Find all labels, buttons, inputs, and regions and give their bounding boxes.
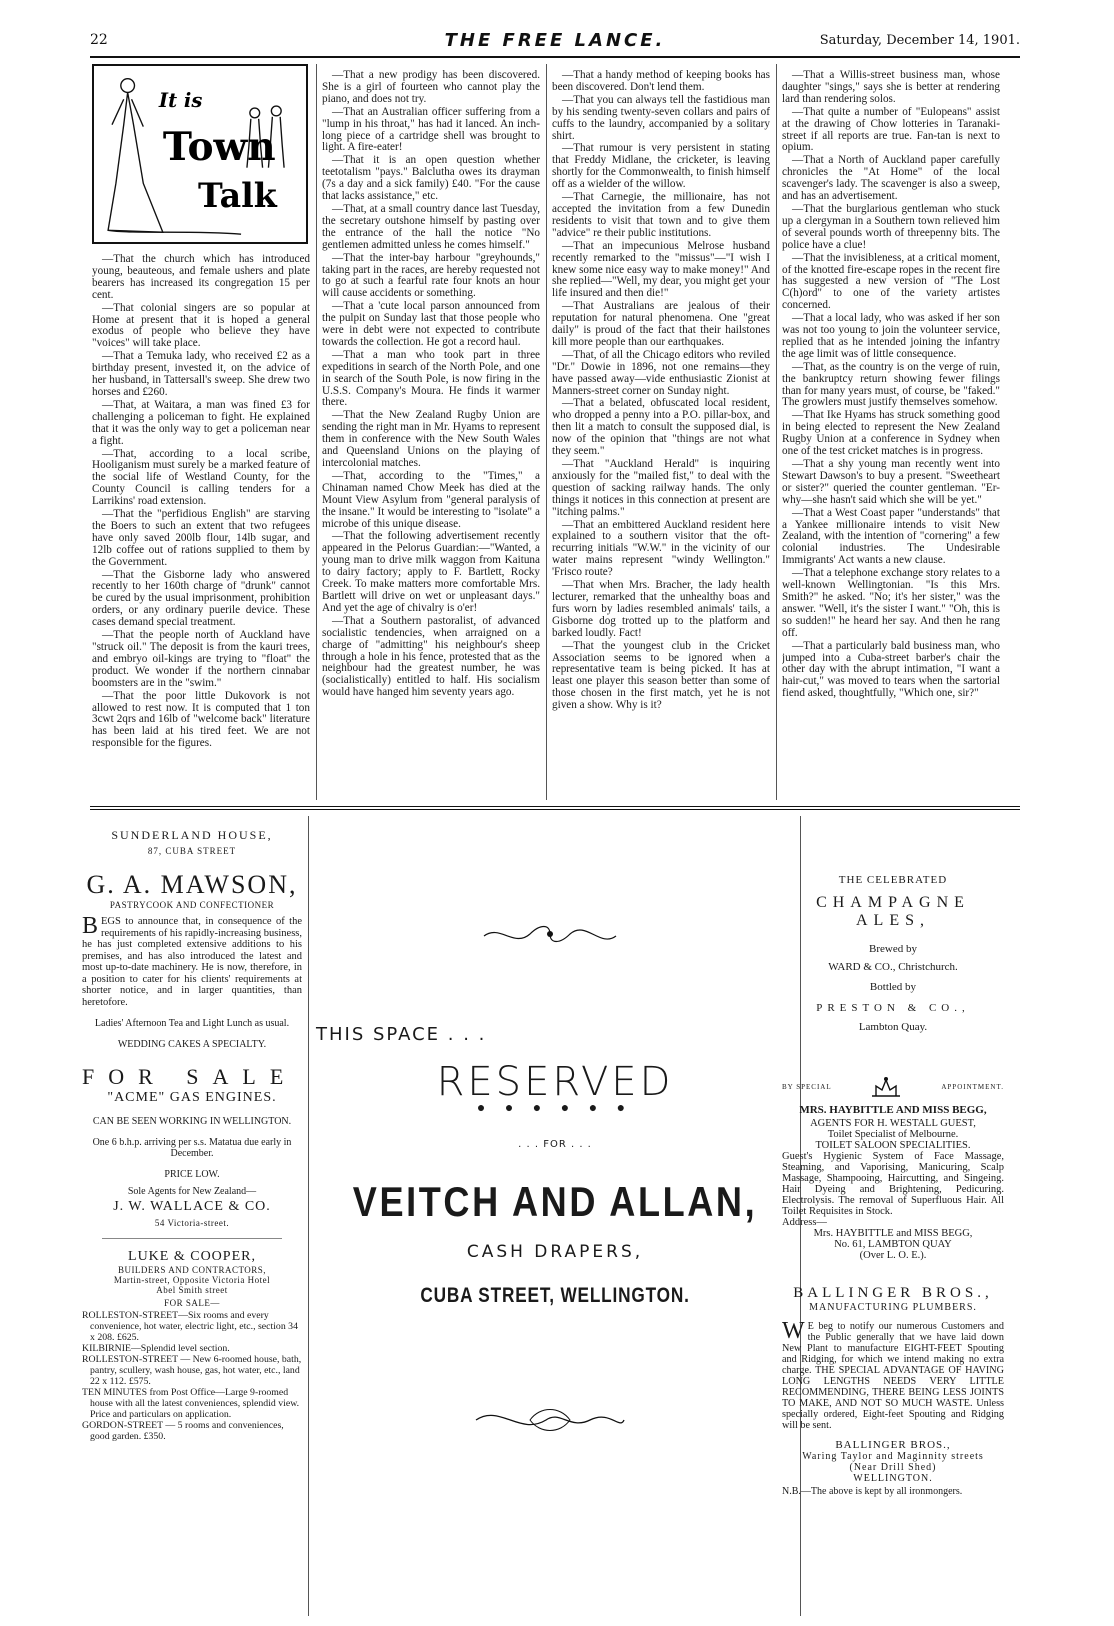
paragraph: —That a man who took part in three expeditions in search of the North Pole, and one in search of the South Pole, is now firing in the U.S.S. Company's Moura. He finds it warmer there. <box>322 348 540 409</box>
appointment-line <box>782 1074 1004 1100</box>
gas-seen: CAN BE SEEN WORKING IN WELLINGTON. <box>92 1116 292 1127</box>
paragraph: —That the people north of Auckland have "struck oil." The deposit is from the kauri trees, and embryo oil-kings are trying to "float" the product. We wonder if the northern cinnabar boomsters are in the "swim." <box>92 629 310 689</box>
listing-item: ROLLESTON-STREET—Six rooms and every convenience, hot water, electric light, etc., section 34 x 208. £625. <box>82 1310 298 1343</box>
paragraph: —That a Southern pastoralist, of advanced socialistic tendencies, when arraigned on a charge of "admitting" his neighbour's sheep through a hole in his fence, protested that as the neighbour had the greatest number, he was (socialistically) entitled to half. His socialism would have hanged him seventy years ago. <box>322 614 540 699</box>
paragraph: —That the burglarious gentleman who stuck up a clergyman in a Southern town relieved him of several pounds worth of threepenny bits. The police have a clue! <box>782 202 1000 251</box>
veitch-allan-advertisement <box>316 930 794 1308</box>
listing-item: TEN MINUTES from Post Office—Large 9-roomed house with all the latest conveniences, splendid view. Price and particulars on application. <box>82 1387 300 1420</box>
column-4 <box>782 70 1000 796</box>
ballinger-body: WE beg to notify our numerous Customers and the Public generally that we have laid down New Plant to manufacture EIGHT-FEET Spouting and Ridging, for which we intend making no extra charge. THE SPECIAL ADVANTAGE OF HAVING LONG LENGTHS NEEDS VERY LITTLE RECOMMENDING, THERE BEING LESS JOINTS TO MAKE, AND NOT SO MUCH WASTE. Unless specially ordered, Eight-feet Spouting and Ridging will be sent. <box>782 1318 1004 1431</box>
firm-name: VEITCH AND ALLAN, <box>352 1178 758 1225</box>
ballinger-address-2: (Near Drill Shed) <box>849 1462 937 1473</box>
paragraph: —That a North of Auckland paper carefully chronicles the "At Home" of the local scavenger's lady. The scavenger is also a sweep, and has an advertisement. <box>782 154 1000 203</box>
ad-separator <box>102 1238 282 1239</box>
bottom-flourish-ornament <box>470 1400 630 1440</box>
column-2 <box>322 70 540 796</box>
paragraph: —That quite a number of "Eulopeans" assist at the drawing of Chow lotteries in Taranaki-street if all reports are true. Fan-tan is next to opium. <box>782 105 1000 154</box>
logo-line-2: Town <box>162 123 276 170</box>
paragraph: —That Australians are jealous of their reputation for natural phenomena. One "great daily" is proud of the fact that their hailstones kill more people than our earthquakes. <box>552 300 770 348</box>
paragraph: —That the inter-bay harbour "greyhounds," taking part in the races, are hereby requested not to go at such a fearful rate four knots an hour will cause accidents or something. <box>322 251 540 300</box>
firm-trade: CASH DRAPERS, <box>466 1242 644 1262</box>
column-divider <box>776 64 777 800</box>
listing-item: ROLLESTON-STREET — New 6-roomed house, bath, pantry, scullery, wash house, gas, hot water, etc., land 22 x 112. £575. <box>82 1354 302 1387</box>
haybittle-agents: AGENTS FOR H. WESTALL GUEST, <box>810 1118 976 1129</box>
paragraph: —That the Gisborne lady who answered recently to her 160th charge of "drunk" cannot be cured by the usual imprisonment, prohibition orders, or any ordinary puerile device. These cases demand special treatment. <box>92 568 310 629</box>
paragraph: —That a belated, obfuscated local resident, who dropped a penny into a P.O. pillar-box, and then lit a match to consult the supposed dial, is now of the opinion that "things are not what they seem." <box>552 397 770 458</box>
paragraph: —That the New Zealand Rugby Union are sending the right man in Mr. Hyams to represent them in conference with the New South Wales and Queensland Unions on the playing of intercolonial matches. <box>322 409 540 469</box>
paragraph: —That a Willis-street business man, whose daughter "sings," says she is better at rendering lard than rendering solos. <box>782 70 1000 105</box>
paragraph: —That the poor little Dukovork is not allowed to rest now. It is computed that 1 ton 3cwt 2qrs and 16lb of "welcome back" literature has been laid at his tired feet. We are not responsible for the figures. <box>92 689 310 750</box>
page-number: 22 <box>90 32 108 48</box>
haybittle-address-3: (Over L. O. E.). <box>859 1250 927 1261</box>
paragraph: —That the invisibleness, at a critical moment, of the knotted fire-escape ropes in the recent fire has suggested a new version of "The Lost C(h)ord" to one of the variety artistes concerned. <box>782 251 1000 312</box>
logo-line-3: Talk <box>198 175 277 215</box>
champagne-title: CHAMPAGNE ALES, <box>816 894 970 929</box>
paragraph: —That the following advertisement recently appeared in the Pelorus Guardian:—"Wanted, a young man to drive milk waggon from Kaituna to dairy factory; apply to F. Bartlett, Rocky Creek. To make matters more comfortable Mrs. Bartlett will drive on wet or unpleasant days." And yet the age of chivalry is o'er! <box>322 530 540 614</box>
gas-title: "ACME" GAS ENGINES. <box>107 1090 277 1105</box>
paragraph: —That an Australian officer suffering from a "lump in his throat," has had it lanced. An inch-long piece of a cartridge shell was brought to light. A fire-eater! <box>322 105 540 154</box>
haybittle-body: Guest's Hygienic System of Face Massage, Steaming, and Vaporising, Manicuring, Scalp Massage, Shampooing, Haircutting, and Singeing. Hair Dyeing and Brightening, Pedicuring. Electrolysis. The removal of Superfluous Hair. All Toilet Requisites in Stock. <box>782 1151 1004 1217</box>
luke-trade: BUILDERS AND CONTRACTORS, <box>117 1265 267 1275</box>
haybittle-address-2: No. 61, LAMBTON QUAY <box>834 1239 952 1250</box>
paragraph: —That the church which has introduced young, beauteous, and female ushers and plate bearers has increased its congregation 15 per cent. <box>92 254 310 301</box>
paragraph: —That, according to the "Times," a Chinaman named Chow Meek has died at the Mount View Asylum from "general paralysis of the insane." It would be interesting to "isolate" a microbe of this unique disease. <box>322 469 540 530</box>
paragraph: —That you can always tell the fastidious man by his sending twenty-seven collars and pairs of cuffs to the laundry, accompanied by a solitary shirt. <box>552 93 770 142</box>
champagne-bottled: Bottled by <box>869 981 917 993</box>
gas-for-sale: FOR SALE <box>82 1064 298 1089</box>
ballinger-address-1: Waring Taylor and Maginnity streets <box>802 1451 984 1462</box>
appointment: APPOINTMENT. <box>941 1083 1004 1091</box>
luke-listings <box>82 1310 302 1442</box>
mawson-lunch: Ladies' Afternoon Tea and Light Lunch as usual. <box>94 1018 290 1029</box>
champagne-brewed: Brewed by <box>869 943 917 955</box>
paragraph: —That a shy young man recently went into Stewart Dawson's to buy a present. "Sweetheart or sister?" queried the counter gentleman. "Er-why—she hasn't said which she will be yet." <box>782 458 1000 506</box>
paragraph: —That "Auckland Herald" is inquiring anxiously for the "mailed fist," to deal with the question of sacking railway hands. The only things it notices in this connection at present are "itching palms." <box>552 458 770 518</box>
mawson-body: BEGS to announce that, in consequence of the requirements of his rapidly-increasing business, he has just completed extensive additions to his premises, and has also introduced the latest and most up-to-date machinery. He is now, therefore, in a position to cater for his clients' requirements at shorter notice, and in larger quantities, than heretofore. <box>82 913 302 1008</box>
champagne-quay: Lambton Quay. <box>858 1021 928 1033</box>
ballinger-city: WELLINGTON. <box>853 1473 933 1484</box>
paragraph: —That, at a small country dance last Tuesday, the secretary outshone himself by pasting over the entrance of the hall the notice "No gentlemen admitted unless he comes himself." <box>322 202 540 251</box>
gas-firm: J. W. WALLACE & CO. <box>113 1199 271 1214</box>
champagne-brewer: WARD & CO., Christchurch. <box>828 961 958 973</box>
masthead <box>90 30 1020 54</box>
luke-for-sale: FOR SALE— <box>164 1298 220 1308</box>
mawson-street: 87, CUBA STREET <box>147 846 237 856</box>
ballinger-trade: MANUFACTURING PLUMBERS. <box>809 1302 977 1313</box>
luke-name: LUKE & COOPER, <box>128 1249 256 1264</box>
paragraph: —That a West Coast paper "understands" that a Yankee millionaire intends to visit New Zealand, with the intention of "cornering" a few colonial industries. The Undesirable Immigrants' Act wants a new clause. <box>782 506 1000 567</box>
column-3 <box>552 70 770 796</box>
paragraph: —That a Temuka lady, who received £2 as a birthday present, invested it, on the advice of her husband, in Tattersall's sweep. She drew two horses and £260. <box>92 350 310 398</box>
section-rule <box>90 806 1020 807</box>
right-advertisements <box>782 874 1004 1497</box>
paragraph: —That Carnegie, the millionaire, has not accepted the invitation from a few Dunedin residents to visit that town and to give them "advice" re their public institutions. <box>552 191 770 239</box>
haybittle-name: MRS. HAYBITTLE AND MISS BEGG, <box>799 1104 987 1116</box>
for-line: . . . FOR . . . <box>518 1139 592 1150</box>
haybittle-specialist: Toilet Specialist of Melbourne. <box>827 1129 959 1140</box>
paragraph: —That, according to a local scribe, Hooliganism must surely be a marked feature of the social life of Westland County, for the County Council is calling tenders for a Larrikins' road extension. <box>92 447 310 508</box>
luke-address-2: Abel Smith street <box>156 1285 228 1295</box>
ad-divider <box>308 816 309 1616</box>
reserved-heading: RESERVED <box>436 1059 674 1105</box>
mawson-trade: PASTRYCOOK AND CONFECTIONER <box>109 900 275 910</box>
masthead-rule <box>90 56 1020 58</box>
ballinger-sign: BALLINGER BROS., <box>835 1439 951 1451</box>
paragraph: —That the youngest club in the Cricket Association seems to be ignored when a representative team is being picked. It has at least one player this season better than some of those chosen in the first match, yet he is not given a show. Why is it? <box>552 639 770 712</box>
haybittle-address-label: Address— <box>782 1217 827 1228</box>
ballinger-name: BALLINGER BROS., <box>793 1285 993 1301</box>
paragraph: —That rumour is very persistent in stating that Freddy Midlane, the cricketer, is leaving shortly for the Commonwealth, to finish himself off as a wielder of the willow. <box>552 142 770 191</box>
paragraph: —That, as the country is on the verge of ruin, the bankruptcy return showing fewer filings than for many years must, of course, be "faked." The growlers must justify themselves somehow. <box>782 360 1000 409</box>
section-rule <box>90 809 1020 810</box>
firm-street: CUBA STREET, WELLINGTON. <box>420 1284 690 1307</box>
paragraph: —That, at Waitara, a man was fined £3 for challenging a policeman to fight. He explained that it was the only way to get a policeman near a fight. <box>92 398 310 447</box>
gas-price: PRICE LOW. <box>164 1169 220 1180</box>
mawson-advertisement <box>82 828 302 1442</box>
mawson-house: SUNDERLAND HOUSE, <box>111 828 273 842</box>
champagne-celebrated: THE CELEBRATED <box>838 874 948 886</box>
paragraph: —That a local lady, who was asked if her son was not too young to join the volunteer service, replied that as he intended joining the infantry the age limit was of little consequence. <box>782 312 1000 360</box>
paragraph: —That an impecunious Melrose husband recently remarked to the "missus"—"I wish I knew some nice easy way to make money!" And she replied—"Well, my dear, you might get your life insured and then die!" <box>552 239 770 300</box>
paragraph: —That when Mrs. Bracher, the lady health lecturer, remarked that the unhealthy boas and furs worn by ladies resembled animals' tails, a Gisborne dog trotted up to the platform and barked loudly. Fact! <box>552 579 770 639</box>
ballinger-note: N.B.—The above is kept by all ironmongers. <box>782 1486 963 1497</box>
mawson-name: G. A. MAWSON, <box>86 870 298 899</box>
issue-date: Saturday, December 14, 1901. <box>819 33 1020 48</box>
by-special: BY SPECIAL <box>782 1083 832 1091</box>
paragraph: —That a handy method of keeping books has been discovered. Don't lend them. <box>552 70 770 93</box>
paragraph: —That a telephone exchange story relates to a well-known Wellingtonian. "Is this Mrs. Smith?" he asked. "No; it's her sister," was the answer. "Well, it's the sister I want." "Oh, this is so sudden!" he heard her say. And then he rang off. <box>782 567 1000 639</box>
champagne-bottler: PRESTON & CO., <box>816 1002 970 1014</box>
paragraph: —That, of all the Chicago editors who reviled "Dr." Dowie in 1896, not one remains—they have passed away—vide enthusiastic Zionist at Manners-street corner on Sunday night. <box>552 348 770 397</box>
column-divider <box>316 64 317 800</box>
gas-address: 54 Victoria-street. <box>154 1218 230 1228</box>
listing-item: KILBIRNIE—Splendid level section. <box>82 1343 230 1354</box>
paragraph: —That the "perfidious English" are starving the Boers to such an extent that two refugees have only saved 200lb flour, 14lb sugar, and 12lb coffee out of rations supplied to them by the Government. <box>92 508 310 568</box>
dot-ornament: ● ● ● ● ● ● <box>476 1101 634 1116</box>
listing-item: GORDON-STREET — 5 rooms and conveniences, good garden. £350. <box>82 1420 284 1442</box>
logo-line-1: It is <box>158 89 203 113</box>
paragraph: —That a particularly bald business man, who jumped into a Cuba-street barber's chair the other day with the abrupt intimation, "I want a hair-cut," was moved to tears when the sartorial fiend asked, thoughtfully, "Which one, sir?" <box>782 639 1000 700</box>
gas-agents: Sole Agents for New Zealand— <box>127 1186 257 1197</box>
haybittle-saloon: TOILET SALOON SPECIALITIES. <box>815 1140 971 1151</box>
paragraph: —That colonial singers are so popular at Home at present that it is hoped a general exodus of people who believe they have "voices" will take place. <box>92 301 310 350</box>
royal-crest-icon <box>866 1074 906 1100</box>
paragraph: —That an embittered Auckland resident here explained to a southern visitor that the oft-recurring initials "W.W." in the vicinity of our water mains represent "windy Wellington." 'Frisco route? <box>552 518 770 579</box>
haybittle-address-1: Mrs. HAYBITTLE and MISS BEGG, <box>813 1228 973 1239</box>
town-talk-logo <box>92 64 308 244</box>
town-talk-illustration <box>94 66 306 242</box>
column-divider <box>546 64 547 800</box>
column-1 <box>92 254 310 796</box>
paragraph: —That a 'cute local parson announced from the pulpit on Sunday last that those people who were in debt were not expected to contribute towards the collection. He got a record haul. <box>322 300 540 348</box>
this-space: THIS SPACE . . . <box>316 1024 487 1045</box>
paragraph: —That it is an open question whether teetotalism "pays." Balclutha owes its drayman (7s a day and a sick family) £40. "For the cause that lacks assistance," etc. <box>322 154 540 203</box>
paragraph: —That a new prodigy has been discovered. She is a girl of fourteen who cannot play the piano, and does not try. <box>322 70 540 105</box>
haybittle-details <box>782 1118 1004 1261</box>
paragraph: —That Ike Hyams has struck something good in being elected to represent the New Zealand Rugby Union at a conference in Sydney when one of the test cricket matches is in progress. <box>782 409 1000 458</box>
mawson-cakes: WEDDING CAKES A SPECIALTY. <box>117 1039 267 1050</box>
luke-address-1: Martin-street, Opposite Victoria Hotel <box>113 1275 271 1285</box>
gas-arriving: One 6 b.h.p. arriving per s.s. Matatua due early in December. <box>92 1137 292 1159</box>
newspaper-title: THE FREE LANCE. <box>444 30 666 51</box>
